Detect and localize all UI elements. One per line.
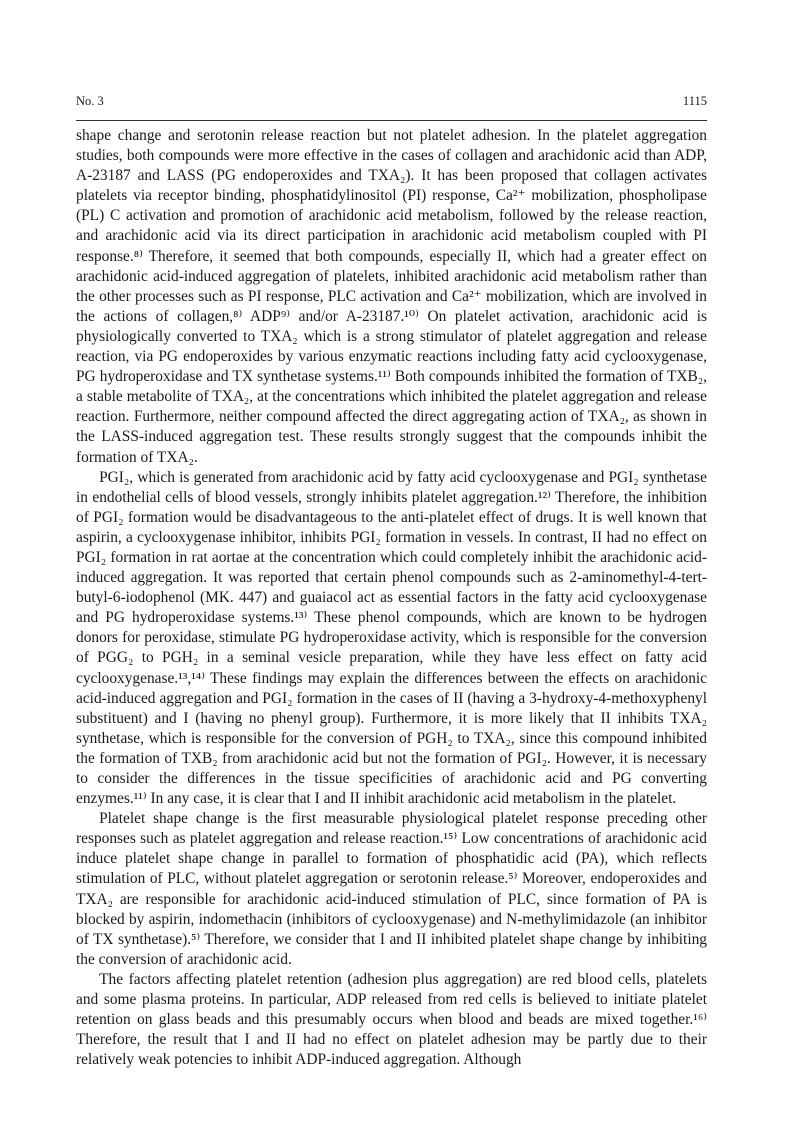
page-number: 1115 xyxy=(682,94,707,108)
header-rule xyxy=(76,120,707,121)
paragraph-1: shape change and serotonin release reaction but not platelet adhesion. In the platelet aggregation studies, both compounds were more effective in the cases of collagen and arachidonic acid than ADP, A-23187 and LASS (PG endoperoxides and TXA₂). It has been proposed that collagen activates platelets via receptor binding, phosphatidylinositol (PI) response, Ca²⁺ mobilization, phospholipase (PL) C activation and promotion of arachidonic acid metabolism, followed by the release reaction, and arachidonic acid via its direct participation in arachidonic acid metabolism coupled with PI response.⁸⁾ Therefore, it seemed that both compounds, especially II, which had a greater effect on arachidonic acid-induced aggregation of platelets, inhibited arachidonic acid metabolism rather than the other processes such as PI response, PLC activation and Ca²⁺ mobilization, which are involved in the actions of collagen,⁸⁾ ADP⁹⁾ and/or A-23187.¹⁰⁾ On platelet activation, arachidonic acid is physiologically converted to TXA₂ which is a strong stimulator of platelet aggregation and release reaction, via PG endoperoxides by various enzymatic reactions including fatty acid cyclooxygenase, PG hydroperoxidase and TX synthetase systems.¹¹⁾ Both compounds inhibited the formation of TXB₂, a stable metabolite of TXA₂, at the concentrations which inhibited the platelet aggregation and release reaction. Furthermore, neither compound affected the direct aggregating action of TXA₂, as shown in the LASS-induced aggregation test. These results strongly suggest that the compounds inhibit the formation of TXA₂. xyxy=(76,127,707,466)
paragraph-3: Platelet shape change is the first measurable physiological platelet response preceding other responses such as platelet aggregation and release reaction.¹⁵⁾ Low concentrations of arachidonic acid induce platelet shape change in parallel to formation of phosphatidic acid (PA), which reflects stimulation of PLC, without platelet aggregation or serotonin release.⁵⁾ Moreover, endoperoxides and TXA₂ are responsible for arachidonic acid-induced stimulation of PLC, since formation of PA is blocked by aspirin, indomethacin (inhibitors of cyclooxygenase) and N-methylimidazole (an inhibitor of TX synthetase).⁵⁾ Therefore, we consider that I and II inhibited platelet shape change by inhibiting the conversion of arachidonic acid. xyxy=(76,810,707,968)
paragraph-4: The factors affecting platelet retention (adhesion plus aggregation) are red blood cells, platelets and some plasma proteins. In particular, ADP released from red cells is believed to initiate platelet retention on glass beads and this presumably occurs when blood and beads are mixed together.¹⁶⁾ Therefore, the result that I and II had no effect on platelet adhesion may be partly due to their relatively weak potencies to inhibit ADP-induced aggregation. Although xyxy=(76,970,707,1069)
page-header xyxy=(76,94,707,114)
issue-number: No. 3 xyxy=(76,94,104,108)
paragraph-2: PGI₂, which is generated from arachidonic acid by fatty acid cyclooxygenase and PGI₂ synthetase in endothelial cells of blood vessels, strongly inhibits platelet aggregation.¹²⁾ Therefore, the inhibition of PGI₂ formation would be disadvantageous to the anti-platelet effect of drugs. It is well known that aspirin, a cyclooxygenase inhibitor, inhibits PGI₂ formation in vessels. In contrast, II had no effect on PGI₂ formation in rat aortae at the concentration which could completely inhibit the arachidonic acid-induced aggregation. It was reported that certain phenol compounds such as 2-aminomethyl-4-tert-butyl-6-iodophenol (MK. 447) and guaiacol act as essential factors in the fatty acid cyclooxygenase and PG hydroperoxidase systems.¹³⁾ These phenol compounds, which are known to be hydrogen donors for peroxidase, stimulate PG hydroperoxidase activity, which is responsible for the conversion of PGG₂ to PGH₂ in a seminal vesicle preparation, while they have less effect on fatty acid cyclooxygenase.¹³,¹⁴⁾ These findings may explain the differences between the effects on arachidonic acid-induced aggregation and PGI₂ formation in the cases of II (having a 3-hydroxy-4-methoxyphenyl substituent) and I (having no phenyl group). Furthermore, it is more likely that II inhibits TXA₂ synthetase, which is responsible for the conversion of PGH₂ to TXA₂, since this compound inhibited the formation of TXB₂ from arachidonic acid but not the formation of PGI₂. However, it is necessary to consider the differences in the tissue specificities of arachidonic acid and PG converting enzymes.¹¹⁾ In any case, it is clear that I and II inhibit arachidonic acid metabolism in the platelet. xyxy=(76,468,707,808)
article-body xyxy=(76,126,707,1070)
